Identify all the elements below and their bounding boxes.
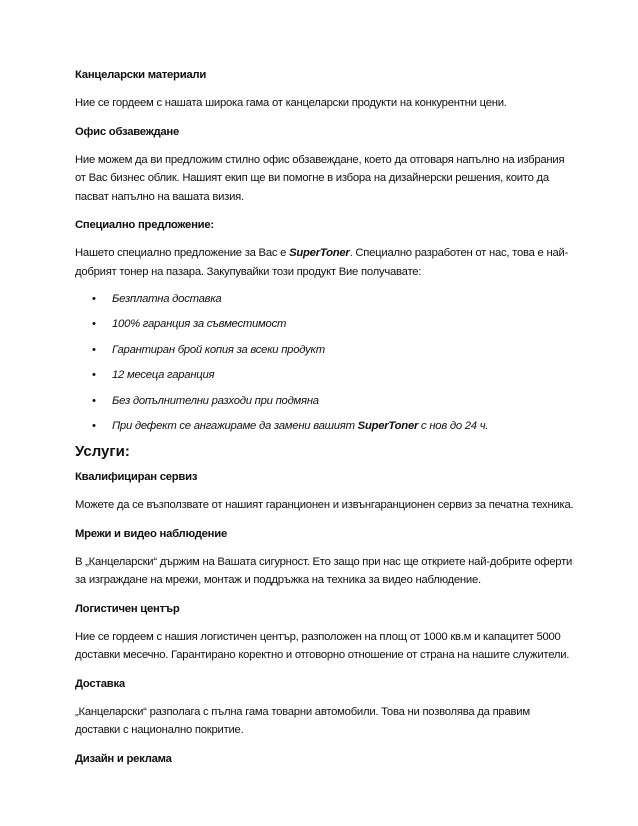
paragraph-line: доставки с национално покритие.: [75, 724, 244, 737]
heading-qualified-service: Квалифициран сервиз: [75, 471, 198, 484]
list-item-text: 100% гаранция за съвместимост: [112, 318, 287, 331]
document-page: [75, 66, 575, 778]
list-item: [75, 393, 575, 410]
paragraph-delivery: [75, 703, 575, 740]
paragraph-qualified-service: Можете да се възползвате от нашият гаранционен и извънгаранционен сервиз за печатна техника.: [75, 499, 574, 512]
list-item: [75, 367, 575, 384]
heading-office-supplies: Канцеларски материали: [75, 69, 207, 81]
list-item-text: Безплатна доставка: [112, 293, 222, 305]
list-item: [75, 418, 575, 435]
paragraph-special-offer: [75, 244, 575, 281]
bullet-icon: •: [92, 369, 96, 382]
list-item-text: 12 месеца гаранция: [112, 369, 215, 382]
paragraph-office-furnishing: [75, 151, 575, 207]
paragraph-line: за изграждане на мрежи, монтаж и поддръжка на техника за видео наблюдение.: [75, 574, 481, 587]
paragraph-line: Ние се гордеем с нашия логистичен център, разположен на площ от 1000 кв.м и капацитет 5000: [75, 630, 561, 643]
bullet-icon: •: [92, 318, 96, 331]
paragraph-line: пасват напълно на вашата визия.: [75, 190, 244, 203]
text-run: При дефект се ангажираме да замени вашият: [112, 419, 358, 432]
heading-design: Дизайн и реклама: [75, 752, 172, 765]
paragraph-line: „Канцеларски“ разполага с пълна гама товарни автомобили. Това ни позволява да правим: [75, 705, 530, 718]
heading-networks: Мрежи и видео наблюдение: [75, 527, 227, 540]
paragraph-line: доставки месечно. Гарантирано коректно и отговорно отношение от страна на нашите служители.: [75, 649, 570, 662]
paragraph-line: добрият тонер на пазара. Закупувайки този продукт Вие получавате:: [75, 265, 422, 278]
paragraph-line: Ние можем да ви предложим стилно офис обзавеждане, което да отговаря напълно на избрания: [75, 153, 565, 166]
list-item: [75, 291, 575, 308]
paragraph-line: от Вас бизнес облик. Нашият екип ще ви помогне в избора на дизайнерски решения, които да: [75, 172, 549, 184]
bullet-icon: •: [92, 419, 96, 432]
list-item: [75, 316, 575, 333]
bullet-icon: •: [92, 394, 96, 407]
bullet-icon: •: [92, 293, 96, 305]
paragraph-line: В „Канцеларски“ държим на Вашата сигурност. Ето защо при нас ще откриете най-добрите оферти: [75, 555, 573, 568]
heading-services: Услуги:: [75, 443, 130, 461]
bullet-icon: •: [92, 343, 96, 356]
heading-office-furnishing: Офис обзавеждане: [75, 125, 180, 138]
paragraph-logistics: [75, 628, 575, 665]
text-run: . Специално разработен от нас, това е най-: [349, 247, 569, 259]
benefits-list: [75, 291, 575, 435]
list-item: [75, 342, 575, 359]
paragraph-office-supplies: Ние се гордеем с нашата широка гама от канцеларски продукти на конкурентни цени.: [75, 97, 507, 109]
list-item-text: Гарантиран брой копия за всеки продукт: [112, 343, 325, 356]
heading-special-offer: Специално предложение:: [75, 219, 214, 231]
text-run: Нашето специално предложение за Вас е: [75, 247, 290, 259]
heading-delivery: Доставка: [75, 677, 125, 690]
text-run: с нов до 24 ч.: [418, 419, 489, 432]
paragraph-line: [75, 244, 575, 263]
heading-logistics: Логистичен център: [75, 602, 180, 615]
list-item-text: Без допълнителни разходи при подмяна: [112, 394, 319, 407]
brand-name: SuperToner: [289, 247, 350, 259]
paragraph-networks: [75, 553, 575, 590]
brand-name: SuperToner: [357, 419, 419, 432]
